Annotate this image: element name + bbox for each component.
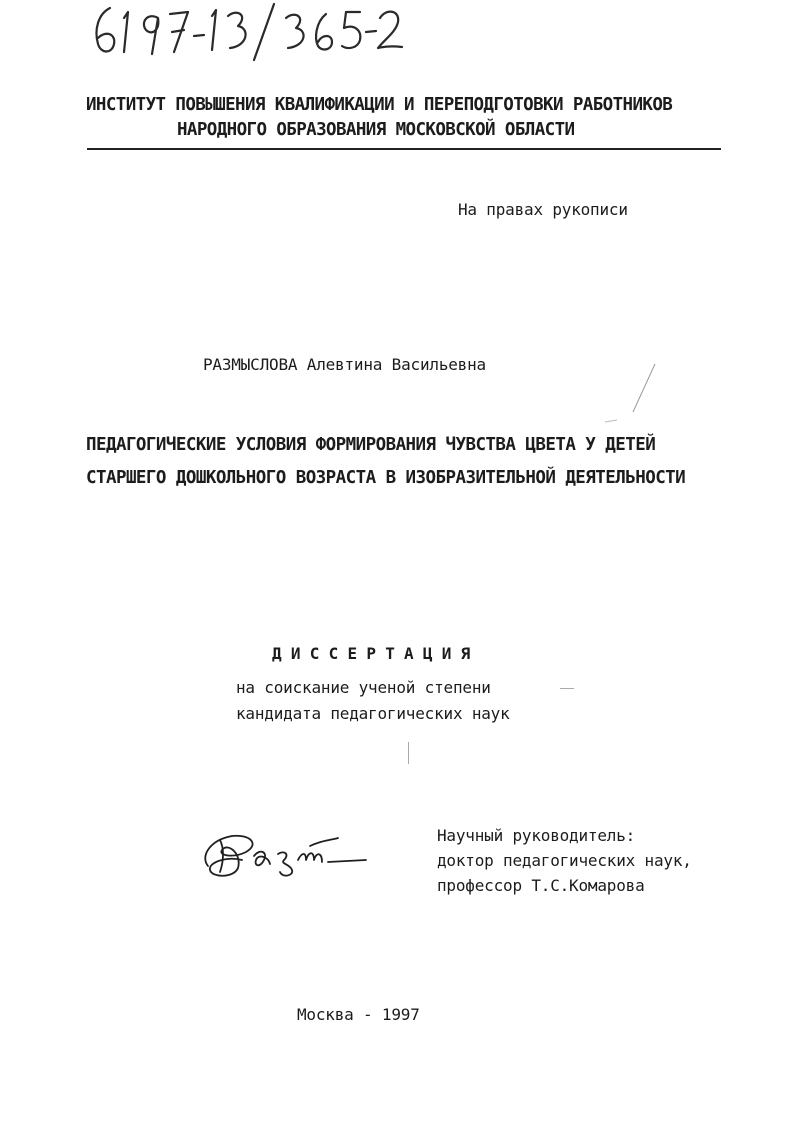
handwritten-call-number xyxy=(88,0,408,62)
institution-line-1: ИНСТИТУТ ПОВЫШЕНИЯ КВАЛИФИКАЦИИ И ПЕРЕПОДГОТОВКИ РАБОТНИКОВ xyxy=(86,95,673,115)
degree-line-2: кандидата педагогических наук xyxy=(236,704,510,723)
degree-line-1: на соискание ученой степени xyxy=(236,678,491,697)
institution-line-2: НАРОДНОГО ОБРАЗОВАНИЯ МОСКОВСКОЙ ОБЛАСТИ xyxy=(177,120,575,140)
supervisor-heading: Научный руководитель: xyxy=(437,826,636,845)
supervisor-degree: доктор педагогических наук, xyxy=(437,851,692,870)
rights-note: На правах рукописи xyxy=(458,200,628,219)
author-name: РАЗМЫСЛОВА Алевтина Васильевна xyxy=(203,355,486,374)
dissertation-title-line-2: СТАРШЕГО ДОШКОЛЬНОГО ВОЗРАСТА В ИЗОБРАЗИТЕЛЬНОЙ ДЕЯТЕЛЬНОСТИ xyxy=(86,468,686,488)
supervisor-name: профессор Т.С.Комарова xyxy=(437,876,645,895)
scan-artifact-dash xyxy=(560,688,574,689)
dissertation-title-line-1: ПЕДАГОГИЧЕСКИЕ УСЛОВИЯ ФОРМИРОВАНИЯ ЧУВСТВА ЦВЕТА У ДЕТЕЙ xyxy=(86,435,656,455)
city-and-year: Москва - 1997 xyxy=(297,1005,420,1024)
author-signature xyxy=(198,826,373,886)
header-divider xyxy=(87,148,721,150)
scan-artifact-mark xyxy=(595,360,665,430)
scan-artifact-line xyxy=(408,742,409,764)
work-type-heading: Д И С С Е Р Т А Ц И Я xyxy=(272,644,471,663)
